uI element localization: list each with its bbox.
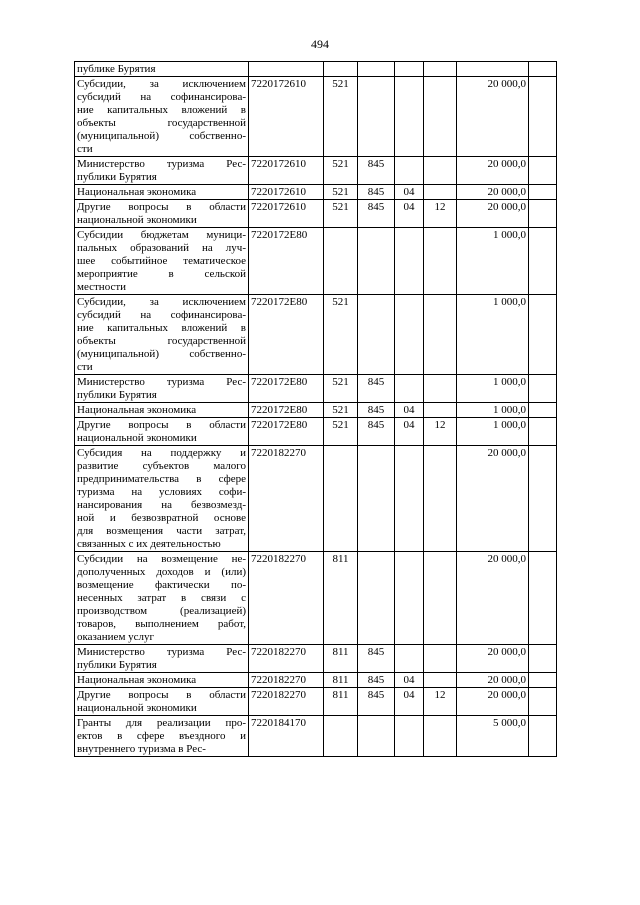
description-line: предпринимательства в сфере bbox=[77, 473, 246, 485]
table-row bbox=[75, 446, 557, 552]
extra-cell bbox=[529, 228, 557, 295]
expense-type-code: 521 bbox=[324, 157, 358, 185]
description-line: Другие вопросы в области bbox=[77, 419, 246, 431]
description-line: Национальная экономика bbox=[77, 404, 197, 416]
expense-type-code: 521 bbox=[324, 185, 358, 200]
table-row bbox=[75, 645, 557, 673]
table-row bbox=[75, 295, 557, 375]
ministry-code: 845 bbox=[358, 403, 395, 418]
target-article-code: 7220172E80 bbox=[249, 418, 324, 446]
description-line: для возмещения части затрат, bbox=[77, 525, 246, 537]
description-line: товаров, выполнением работ, bbox=[77, 618, 246, 630]
expense-type-code: 521 bbox=[324, 295, 358, 375]
subsection-code: 12 bbox=[424, 200, 457, 228]
expense-type-code: 521 bbox=[324, 77, 358, 157]
description-line: Субсидии на возмещение не- bbox=[77, 553, 246, 565]
ministry-code: 845 bbox=[358, 200, 395, 228]
extra-cell bbox=[529, 446, 557, 552]
subsection-code bbox=[424, 673, 457, 688]
description-line: публике Бурятия bbox=[77, 63, 156, 75]
expense-type-code: 811 bbox=[324, 645, 358, 673]
description-cell bbox=[75, 157, 249, 185]
description-line: ной и безвозвратной основе bbox=[77, 512, 246, 524]
section-code bbox=[395, 228, 424, 295]
amount-cell: 1 000,0 bbox=[457, 418, 529, 446]
description-line: несенных затрат в связи с bbox=[77, 592, 246, 604]
description-line: Другие вопросы в области bbox=[77, 201, 246, 213]
description-cell bbox=[75, 228, 249, 295]
expense-type-code: 521 bbox=[324, 418, 358, 446]
expense-type-code: 521 bbox=[324, 200, 358, 228]
section-code bbox=[395, 716, 424, 757]
table-row bbox=[75, 716, 557, 757]
description-line: публики Бурятия bbox=[77, 659, 157, 671]
target-article-code: 7220172610 bbox=[249, 185, 324, 200]
description-line: Национальная экономика bbox=[77, 674, 197, 686]
amount-cell: 1 000,0 bbox=[457, 403, 529, 418]
target-article-code: 7220182270 bbox=[249, 645, 324, 673]
description-cell bbox=[75, 403, 249, 418]
extra-cell bbox=[529, 688, 557, 716]
page-number: 494 bbox=[311, 37, 329, 51]
description-cell bbox=[75, 552, 249, 645]
ministry-code: 845 bbox=[358, 418, 395, 446]
ministry-code: 845 bbox=[358, 645, 395, 673]
extra-cell bbox=[529, 62, 557, 77]
subsection-code bbox=[424, 375, 457, 403]
description-cell bbox=[75, 673, 249, 688]
ministry-code: 845 bbox=[358, 185, 395, 200]
description-line: связанных с их деятельностью bbox=[77, 538, 221, 550]
description-cell bbox=[75, 446, 249, 552]
section-code: 04 bbox=[395, 418, 424, 446]
description-line: субсидий на софинансирова- bbox=[77, 309, 246, 321]
description-line: национальной экономики bbox=[77, 702, 197, 714]
subsection-code: 12 bbox=[424, 418, 457, 446]
table-row bbox=[75, 403, 557, 418]
subsection-code bbox=[424, 228, 457, 295]
description-line: местности bbox=[77, 281, 127, 293]
expense-type-code bbox=[324, 228, 358, 295]
extra-cell bbox=[529, 645, 557, 673]
table-row bbox=[75, 77, 557, 157]
extra-cell bbox=[529, 157, 557, 185]
section-code: 04 bbox=[395, 185, 424, 200]
description-line: шее событийное тематическое bbox=[77, 255, 246, 267]
description-line: (муниципальной) собственно- bbox=[77, 130, 246, 142]
description-line: (муниципальной) собственно- bbox=[77, 348, 246, 360]
description-line: национальной экономики bbox=[77, 214, 197, 226]
subsection-code bbox=[424, 185, 457, 200]
target-article-code: 7220182270 bbox=[249, 688, 324, 716]
description-line: субсидий на софинансирова- bbox=[77, 91, 246, 103]
description-line: Национальная экономика bbox=[77, 186, 197, 198]
table-row bbox=[75, 185, 557, 200]
amount-cell: 1 000,0 bbox=[457, 295, 529, 375]
description-cell bbox=[75, 295, 249, 375]
section-code bbox=[395, 552, 424, 645]
amount-cell: 1 000,0 bbox=[457, 375, 529, 403]
description-line: сти bbox=[77, 143, 93, 155]
target-article-code: 7220172E80 bbox=[249, 403, 324, 418]
section-code: 04 bbox=[395, 673, 424, 688]
amount-cell: 20 000,0 bbox=[457, 77, 529, 157]
section-code bbox=[395, 645, 424, 673]
table-row bbox=[75, 157, 557, 185]
expense-type-code: 811 bbox=[324, 673, 358, 688]
amount-cell: 20 000,0 bbox=[457, 185, 529, 200]
ministry-code bbox=[358, 716, 395, 757]
amount-cell: 1 000,0 bbox=[457, 228, 529, 295]
description-line: Министерство туризма Рес- bbox=[77, 376, 246, 388]
description-line: ние капитальных вложений в bbox=[77, 104, 246, 116]
target-article-code: 7220182270 bbox=[249, 552, 324, 645]
description-line: туризма на условиях софи- bbox=[77, 486, 246, 498]
target-article-code: 7220182270 bbox=[249, 673, 324, 688]
subsection-code bbox=[424, 157, 457, 185]
description-line: Министерство туризма Рес- bbox=[77, 646, 246, 658]
description-line: Субсидии бюджетам муници- bbox=[77, 229, 246, 241]
description-line: нансирования на безвозмезд- bbox=[77, 499, 246, 511]
target-article-code: 7220172E80 bbox=[249, 295, 324, 375]
table-row bbox=[75, 200, 557, 228]
table-row bbox=[75, 228, 557, 295]
expense-type-code: 521 bbox=[324, 403, 358, 418]
extra-cell bbox=[529, 185, 557, 200]
subsection-code bbox=[424, 77, 457, 157]
description-cell bbox=[75, 375, 249, 403]
description-cell bbox=[75, 688, 249, 716]
section-code bbox=[395, 295, 424, 375]
ministry-code: 845 bbox=[358, 673, 395, 688]
table-row bbox=[75, 418, 557, 446]
table-row bbox=[75, 62, 557, 77]
description-line: ектов в сфере въездного и bbox=[77, 730, 246, 742]
extra-cell bbox=[529, 403, 557, 418]
description-line: мероприятие в сельской bbox=[77, 268, 246, 280]
ministry-code bbox=[358, 552, 395, 645]
subsection-code bbox=[424, 552, 457, 645]
description-line: Гранты для реализации про- bbox=[77, 717, 246, 729]
amount-cell: 20 000,0 bbox=[457, 157, 529, 185]
budget-table bbox=[74, 61, 557, 757]
subsection-code bbox=[424, 645, 457, 673]
target-article-code: 7220182270 bbox=[249, 446, 324, 552]
subsection-code bbox=[424, 403, 457, 418]
description-cell bbox=[75, 200, 249, 228]
description-line: Министерство туризма Рес- bbox=[77, 158, 246, 170]
expense-type-code bbox=[324, 716, 358, 757]
amount-cell bbox=[457, 62, 529, 77]
description-cell bbox=[75, 185, 249, 200]
subsection-code bbox=[424, 446, 457, 552]
expense-type-code: 811 bbox=[324, 552, 358, 645]
ministry-code bbox=[358, 295, 395, 375]
expense-type-code bbox=[324, 446, 358, 552]
ministry-code: 845 bbox=[358, 157, 395, 185]
extra-cell bbox=[529, 716, 557, 757]
expense-type-code bbox=[324, 62, 358, 77]
extra-cell bbox=[529, 77, 557, 157]
section-code bbox=[395, 446, 424, 552]
amount-cell: 20 000,0 bbox=[457, 645, 529, 673]
extra-cell bbox=[529, 200, 557, 228]
description-line: производством (реализацией) bbox=[77, 605, 246, 617]
expense-type-code: 521 bbox=[324, 375, 358, 403]
subsection-code: 12 bbox=[424, 688, 457, 716]
ministry-code bbox=[358, 62, 395, 77]
description-cell bbox=[75, 716, 249, 757]
description-line: объекты государственной bbox=[77, 117, 246, 129]
description-cell bbox=[75, 645, 249, 673]
ministry-code: 845 bbox=[358, 375, 395, 403]
ministry-code: 845 bbox=[358, 688, 395, 716]
extra-cell bbox=[529, 552, 557, 645]
table-row bbox=[75, 688, 557, 716]
description-line: пальных образований на луч- bbox=[77, 242, 246, 254]
section-code: 04 bbox=[395, 200, 424, 228]
description-line: публики Бурятия bbox=[77, 171, 157, 183]
description-line: внутреннего туризма в Рес- bbox=[77, 743, 206, 755]
target-article-code: 7220172610 bbox=[249, 77, 324, 157]
target-article-code: 7220172610 bbox=[249, 200, 324, 228]
description-line: ние капитальных вложений в bbox=[77, 322, 246, 334]
amount-cell: 20 000,0 bbox=[457, 200, 529, 228]
description-line: Субсидия на поддержку и bbox=[77, 447, 246, 459]
description-line: национальной экономики bbox=[77, 432, 197, 444]
description-line: Субсидии, за исключением bbox=[77, 296, 246, 308]
subsection-code bbox=[424, 295, 457, 375]
section-code bbox=[395, 375, 424, 403]
target-article-code bbox=[249, 62, 324, 77]
description-line: публики Бурятия bbox=[77, 389, 157, 401]
ministry-code bbox=[358, 228, 395, 295]
description-line: Другие вопросы в области bbox=[77, 689, 246, 701]
expense-type-code: 811 bbox=[324, 688, 358, 716]
ministry-code bbox=[358, 446, 395, 552]
amount-cell: 20 000,0 bbox=[457, 673, 529, 688]
target-article-code: 7220172E80 bbox=[249, 375, 324, 403]
section-code: 04 bbox=[395, 688, 424, 716]
description-line: объекты государственной bbox=[77, 335, 246, 347]
section-code: 04 bbox=[395, 403, 424, 418]
description-line: сти bbox=[77, 361, 93, 373]
extra-cell bbox=[529, 418, 557, 446]
description-cell bbox=[75, 62, 249, 77]
extra-cell bbox=[529, 295, 557, 375]
section-code bbox=[395, 77, 424, 157]
table-body bbox=[75, 62, 557, 757]
table-row bbox=[75, 375, 557, 403]
ministry-code bbox=[358, 77, 395, 157]
subsection-code bbox=[424, 62, 457, 77]
description-line: возмещение фактически по- bbox=[77, 579, 246, 591]
amount-cell: 5 000,0 bbox=[457, 716, 529, 757]
extra-cell bbox=[529, 673, 557, 688]
section-code bbox=[395, 62, 424, 77]
description-line: оказанием услуг bbox=[77, 631, 155, 643]
extra-cell bbox=[529, 375, 557, 403]
section-code bbox=[395, 157, 424, 185]
subsection-code bbox=[424, 716, 457, 757]
target-article-code: 7220184170 bbox=[249, 716, 324, 757]
target-article-code: 7220172610 bbox=[249, 157, 324, 185]
table-row bbox=[75, 552, 557, 645]
description-line: Субсидии, за исключением bbox=[77, 78, 246, 90]
target-article-code: 7220172E80 bbox=[249, 228, 324, 295]
amount-cell: 20 000,0 bbox=[457, 446, 529, 552]
amount-cell: 20 000,0 bbox=[457, 552, 529, 645]
amount-cell: 20 000,0 bbox=[457, 688, 529, 716]
table-row bbox=[75, 673, 557, 688]
description-cell bbox=[75, 77, 249, 157]
description-line: развитие субъектов малого bbox=[77, 460, 246, 472]
description-line: дополученных доходов и (или) bbox=[77, 566, 246, 578]
description-cell bbox=[75, 418, 249, 446]
